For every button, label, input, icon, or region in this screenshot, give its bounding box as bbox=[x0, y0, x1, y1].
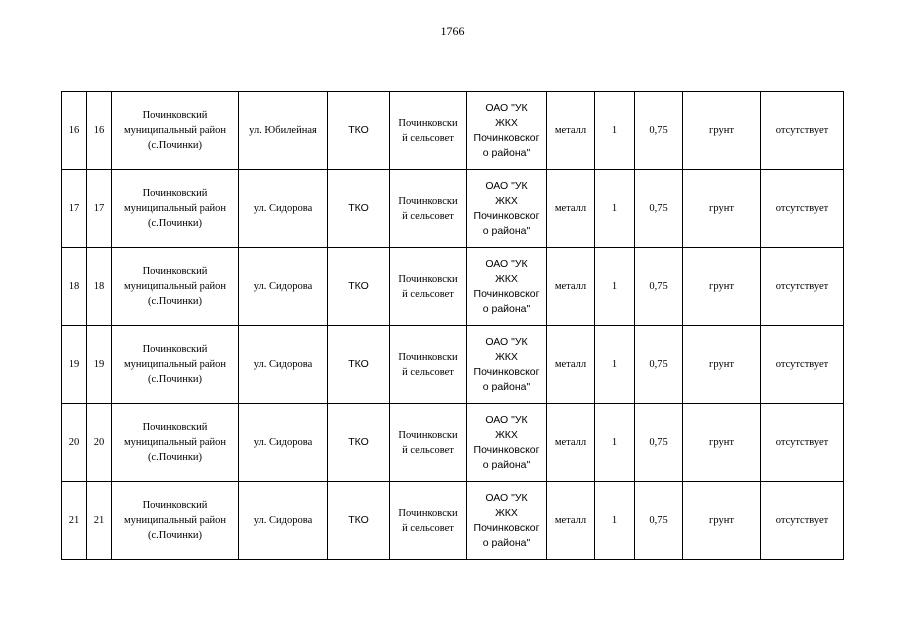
volume-cell: 0,75 bbox=[635, 326, 683, 404]
fence-cell: отсутствует bbox=[761, 326, 844, 404]
settlement-cell: Починковски й сельсовет bbox=[390, 404, 467, 482]
material-cell: металл bbox=[547, 248, 595, 326]
material-cell: металл bbox=[547, 482, 595, 560]
settlement-cell: Починковски й сельсовет bbox=[390, 92, 467, 170]
street-cell: ул. Сидорова bbox=[239, 248, 328, 326]
volume-cell: 0,75 bbox=[635, 248, 683, 326]
material-cell: металл bbox=[547, 326, 595, 404]
operator-cell: ОАО "УК ЖКХ Починковског о района" bbox=[467, 326, 547, 404]
waste-type-cell: ТКО bbox=[328, 404, 390, 482]
table-row bbox=[62, 248, 844, 326]
container-count-cell: 1 bbox=[595, 92, 635, 170]
volume-cell: 0,75 bbox=[635, 92, 683, 170]
page-number: 1766 bbox=[440, 24, 465, 38]
settlement-cell: Починковски й сельсовет bbox=[390, 326, 467, 404]
fence-cell: отсутствует bbox=[761, 482, 844, 560]
material-cell: металл bbox=[547, 404, 595, 482]
row-number: 16 bbox=[62, 92, 87, 170]
street-cell: ул. Сидорова bbox=[239, 170, 328, 248]
surface-cell: грунт bbox=[683, 92, 761, 170]
table-row bbox=[62, 170, 844, 248]
surface-cell: грунт bbox=[683, 170, 761, 248]
operator-cell: ОАО "УК ЖКХ Починковског о района" bbox=[467, 482, 547, 560]
volume-cell: 0,75 bbox=[635, 404, 683, 482]
district-cell: Починковский муниципальный район (с.Починки) bbox=[112, 92, 239, 170]
district-cell: Починковский муниципальный район (с.Починки) bbox=[112, 404, 239, 482]
row-number: 20 bbox=[62, 404, 87, 482]
settlement-cell: Починковски й сельсовет bbox=[390, 248, 467, 326]
surface-cell: грунт bbox=[683, 248, 761, 326]
row-number: 19 bbox=[62, 326, 87, 404]
fence-cell: отсутствует bbox=[761, 248, 844, 326]
site-id: 17 bbox=[87, 170, 112, 248]
container-count-cell: 1 bbox=[595, 326, 635, 404]
waste-type-cell: ТКО bbox=[328, 92, 390, 170]
site-id: 19 bbox=[87, 326, 112, 404]
settlement-cell: Починковски й сельсовет bbox=[390, 482, 467, 560]
waste-sites-table bbox=[61, 91, 844, 560]
volume-cell: 0,75 bbox=[635, 170, 683, 248]
surface-cell: грунт bbox=[683, 404, 761, 482]
container-count-cell: 1 bbox=[595, 248, 635, 326]
row-number: 18 bbox=[62, 248, 87, 326]
material-cell: металл bbox=[547, 92, 595, 170]
row-number: 21 bbox=[62, 482, 87, 560]
waste-type-cell: ТКО bbox=[328, 170, 390, 248]
container-count-cell: 1 bbox=[595, 404, 635, 482]
container-count-cell: 1 bbox=[595, 170, 635, 248]
street-cell: ул. Сидорова bbox=[239, 326, 328, 404]
operator-cell: ОАО "УК ЖКХ Починковског о района" bbox=[467, 170, 547, 248]
waste-type-cell: ТКО bbox=[328, 248, 390, 326]
district-cell: Починковский муниципальный район (с.Починки) bbox=[112, 482, 239, 560]
site-id: 21 bbox=[87, 482, 112, 560]
waste-type-cell: ТКО bbox=[328, 482, 390, 560]
site-id: 20 bbox=[87, 404, 112, 482]
fence-cell: отсутствует bbox=[761, 404, 844, 482]
table-row bbox=[62, 92, 844, 170]
district-cell: Починковский муниципальный район (с.Починки) bbox=[112, 170, 239, 248]
district-cell: Починковский муниципальный район (с.Починки) bbox=[112, 248, 239, 326]
district-cell: Починковский муниципальный район (с.Починки) bbox=[112, 326, 239, 404]
street-cell: ул. Сидорова bbox=[239, 404, 328, 482]
site-id: 18 bbox=[87, 248, 112, 326]
street-cell: ул. Сидорова bbox=[239, 482, 328, 560]
operator-cell: ОАО "УК ЖКХ Починковског о района" bbox=[467, 248, 547, 326]
surface-cell: грунт bbox=[683, 326, 761, 404]
volume-cell: 0,75 bbox=[635, 482, 683, 560]
fence-cell: отсутствует bbox=[761, 92, 844, 170]
fence-cell: отсутствует bbox=[761, 170, 844, 248]
waste-type-cell: ТКО bbox=[328, 326, 390, 404]
site-id: 16 bbox=[87, 92, 112, 170]
container-count-cell: 1 bbox=[595, 482, 635, 560]
surface-cell: грунт bbox=[683, 482, 761, 560]
street-cell: ул. Юбилейная bbox=[239, 92, 328, 170]
operator-cell: ОАО "УК ЖКХ Починковског о района" bbox=[467, 92, 547, 170]
operator-cell: ОАО "УК ЖКХ Починковског о района" bbox=[467, 404, 547, 482]
row-number: 17 bbox=[62, 170, 87, 248]
material-cell: металл bbox=[547, 170, 595, 248]
settlement-cell: Починковски й сельсовет bbox=[390, 170, 467, 248]
table-row bbox=[62, 482, 844, 560]
table-row bbox=[62, 326, 844, 404]
table-row bbox=[62, 404, 844, 482]
